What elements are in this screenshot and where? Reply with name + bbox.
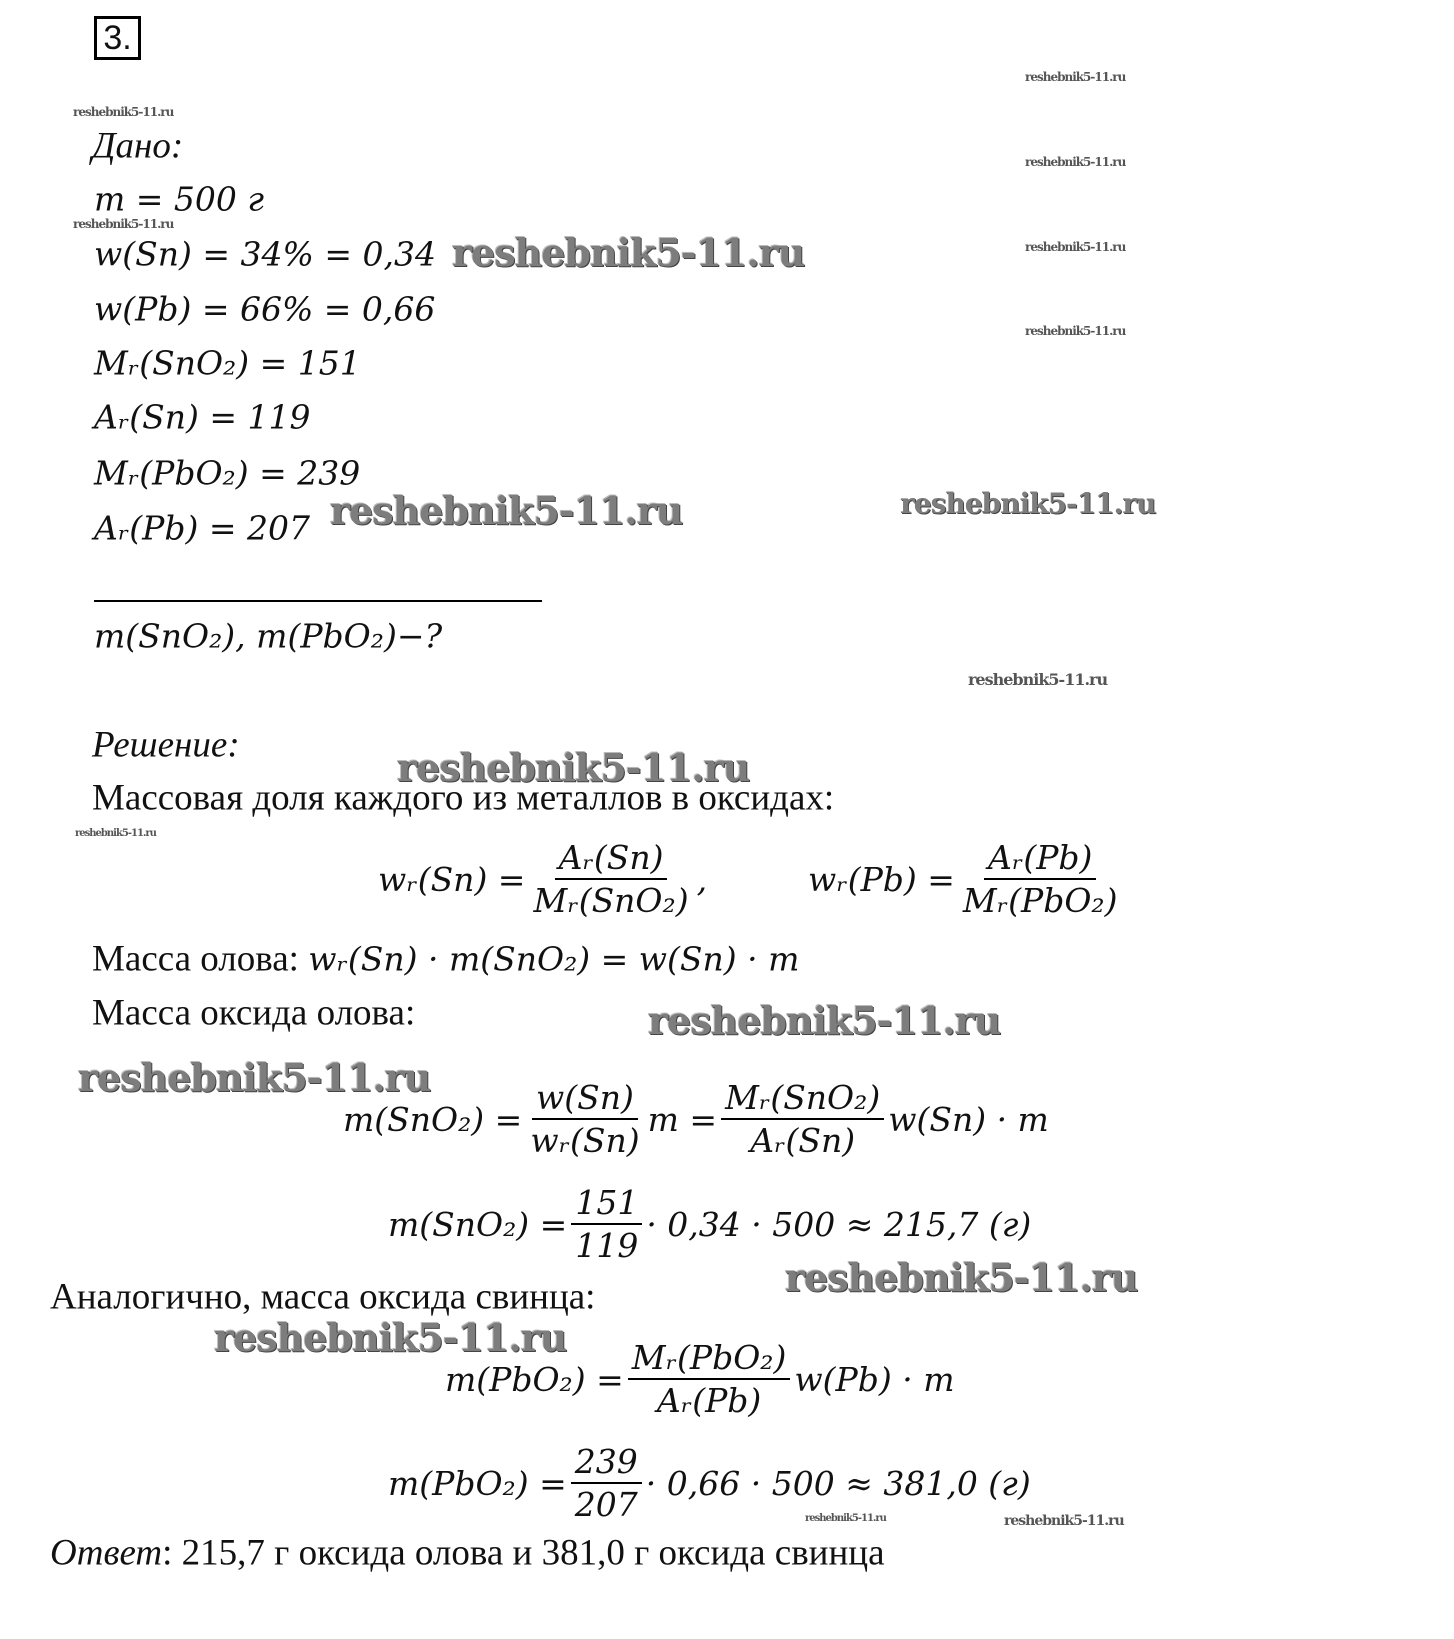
- watermark: reshebnik5-11.ru: [214, 1315, 567, 1360]
- tin-mass-formula: wᵣ(Sn) · m(SnO₂) = w(Sn) · m: [308, 939, 800, 979]
- watermark: reshebnik5-11.ru: [330, 488, 683, 533]
- fraction: [529, 838, 692, 920]
- tin-mass-label: Масса олова:: [92, 938, 299, 980]
- answer-text: : 215,7 г оксида олова и 381,0 г оксида свинца: [162, 1532, 885, 1574]
- numerator: 151: [571, 1186, 642, 1225]
- given-heading: Дано:: [92, 125, 184, 167]
- watermark: reshebnik5-11.ru: [78, 1055, 431, 1100]
- formula-m-pbo2: [445, 1338, 955, 1420]
- formula-lhs: m(PbO₂) =: [445, 1359, 624, 1399]
- find-line: m(SnO₂), m(PbO₂)−?: [94, 616, 443, 656]
- numerator: 239: [571, 1445, 642, 1484]
- fraction: [571, 1183, 642, 1265]
- denominator: Mᵣ(SnO₂): [533, 881, 689, 920]
- fraction: [628, 1338, 791, 1420]
- lead-label: Аналогично, масса оксида свинца:: [50, 1276, 596, 1318]
- solution-intro: Массовая доля каждого из металлов в оксидах:: [92, 777, 835, 819]
- formula-w-pb: [808, 838, 1126, 920]
- watermark: reshebnik5-11.ru: [648, 998, 1001, 1043]
- watermark: reshebnik5-11.ru: [73, 217, 174, 231]
- watermark: reshebnik5-11.ru: [900, 487, 1156, 520]
- formula-lhs: wᵣ(Sn) =: [378, 859, 526, 899]
- formula-w-sn: [378, 838, 708, 920]
- formula-result: · 0,34 · 500 ≈ 215,7 (г): [646, 1204, 1032, 1244]
- watermark: reshebnik5-11.ru: [785, 1255, 1138, 1300]
- given-line: Mᵣ(PbO₂) = 239: [94, 453, 361, 493]
- watermark: reshebnik5-11.ru: [1025, 155, 1126, 169]
- formula-tail: w(Pb) · m: [794, 1359, 955, 1399]
- tin-mass-line: [92, 938, 800, 980]
- fraction: [721, 1078, 884, 1160]
- solution-heading: Решение:: [92, 724, 240, 766]
- calc-m-sno2: [388, 1183, 1032, 1265]
- given-line: Aᵣ(Sn) = 119: [94, 397, 311, 437]
- formula-lhs: m(SnO₂) =: [388, 1204, 568, 1244]
- denominator: Aᵣ(Pb): [656, 1381, 762, 1420]
- given-line: w(Pb) = 66% = 0,66: [94, 289, 436, 329]
- watermark: reshebnik5-11.ru: [452, 230, 805, 275]
- task-number: 3.: [94, 16, 141, 60]
- watermark: reshebnik5-11.ru: [805, 1513, 886, 1524]
- denominator: Aᵣ(Sn): [750, 1121, 856, 1160]
- answer-label: Ответ: [50, 1532, 163, 1574]
- formula-result: · 0,66 · 500 ≈ 381,0 (г): [645, 1463, 1031, 1503]
- comma: ,: [696, 859, 708, 899]
- formula-m-sno2: [343, 1078, 1049, 1160]
- watermark: reshebnik5-11.ru: [397, 745, 750, 790]
- fraction: [959, 838, 1122, 920]
- fraction: [526, 1078, 643, 1160]
- given-line: w(Sn) = 34% = 0,34: [94, 234, 436, 274]
- given-line: m = 500 г: [94, 179, 265, 219]
- watermark: reshebnik5-11.ru: [1004, 1513, 1124, 1529]
- formula-mid: m =: [647, 1099, 718, 1139]
- formula-tail: w(Sn) · m: [888, 1099, 1049, 1139]
- formula-lhs: m(PbO₂) =: [388, 1463, 567, 1503]
- numerator: w(Sn): [532, 1081, 638, 1120]
- denominator: Mᵣ(PbO₂): [962, 881, 1118, 920]
- denominator: 207: [574, 1485, 638, 1524]
- watermark: reshebnik5-11.ru: [968, 670, 1108, 689]
- watermark: reshebnik5-11.ru: [1025, 324, 1126, 338]
- numerator: Aᵣ(Pb): [984, 841, 1096, 880]
- watermark: reshebnik5-11.ru: [1025, 240, 1126, 254]
- denominator: 119: [575, 1226, 639, 1265]
- fraction: [571, 1442, 642, 1524]
- tin-oxide-label: Масса оксида олова:: [92, 992, 416, 1034]
- calc-m-pbo2: [388, 1442, 1031, 1524]
- given-line: Aᵣ(Pb) = 207: [94, 508, 310, 548]
- given-line: Mᵣ(SnO₂) = 151: [94, 343, 361, 383]
- numerator: Mᵣ(PbO₂): [628, 1341, 791, 1380]
- watermark: reshebnik5-11.ru: [1025, 70, 1126, 84]
- watermark: reshebnik5-11.ru: [73, 105, 174, 119]
- given-divider: [94, 600, 542, 602]
- watermark: reshebnik5-11.ru: [75, 828, 156, 839]
- numerator: Aᵣ(Sn): [555, 841, 668, 880]
- answer-line: [50, 1532, 885, 1574]
- denominator: wᵣ(Sn): [530, 1121, 640, 1160]
- numerator: Mᵣ(SnO₂): [721, 1081, 884, 1120]
- formula-lhs: wᵣ(Pb) =: [808, 859, 955, 899]
- formula-lhs: m(SnO₂) =: [343, 1099, 523, 1139]
